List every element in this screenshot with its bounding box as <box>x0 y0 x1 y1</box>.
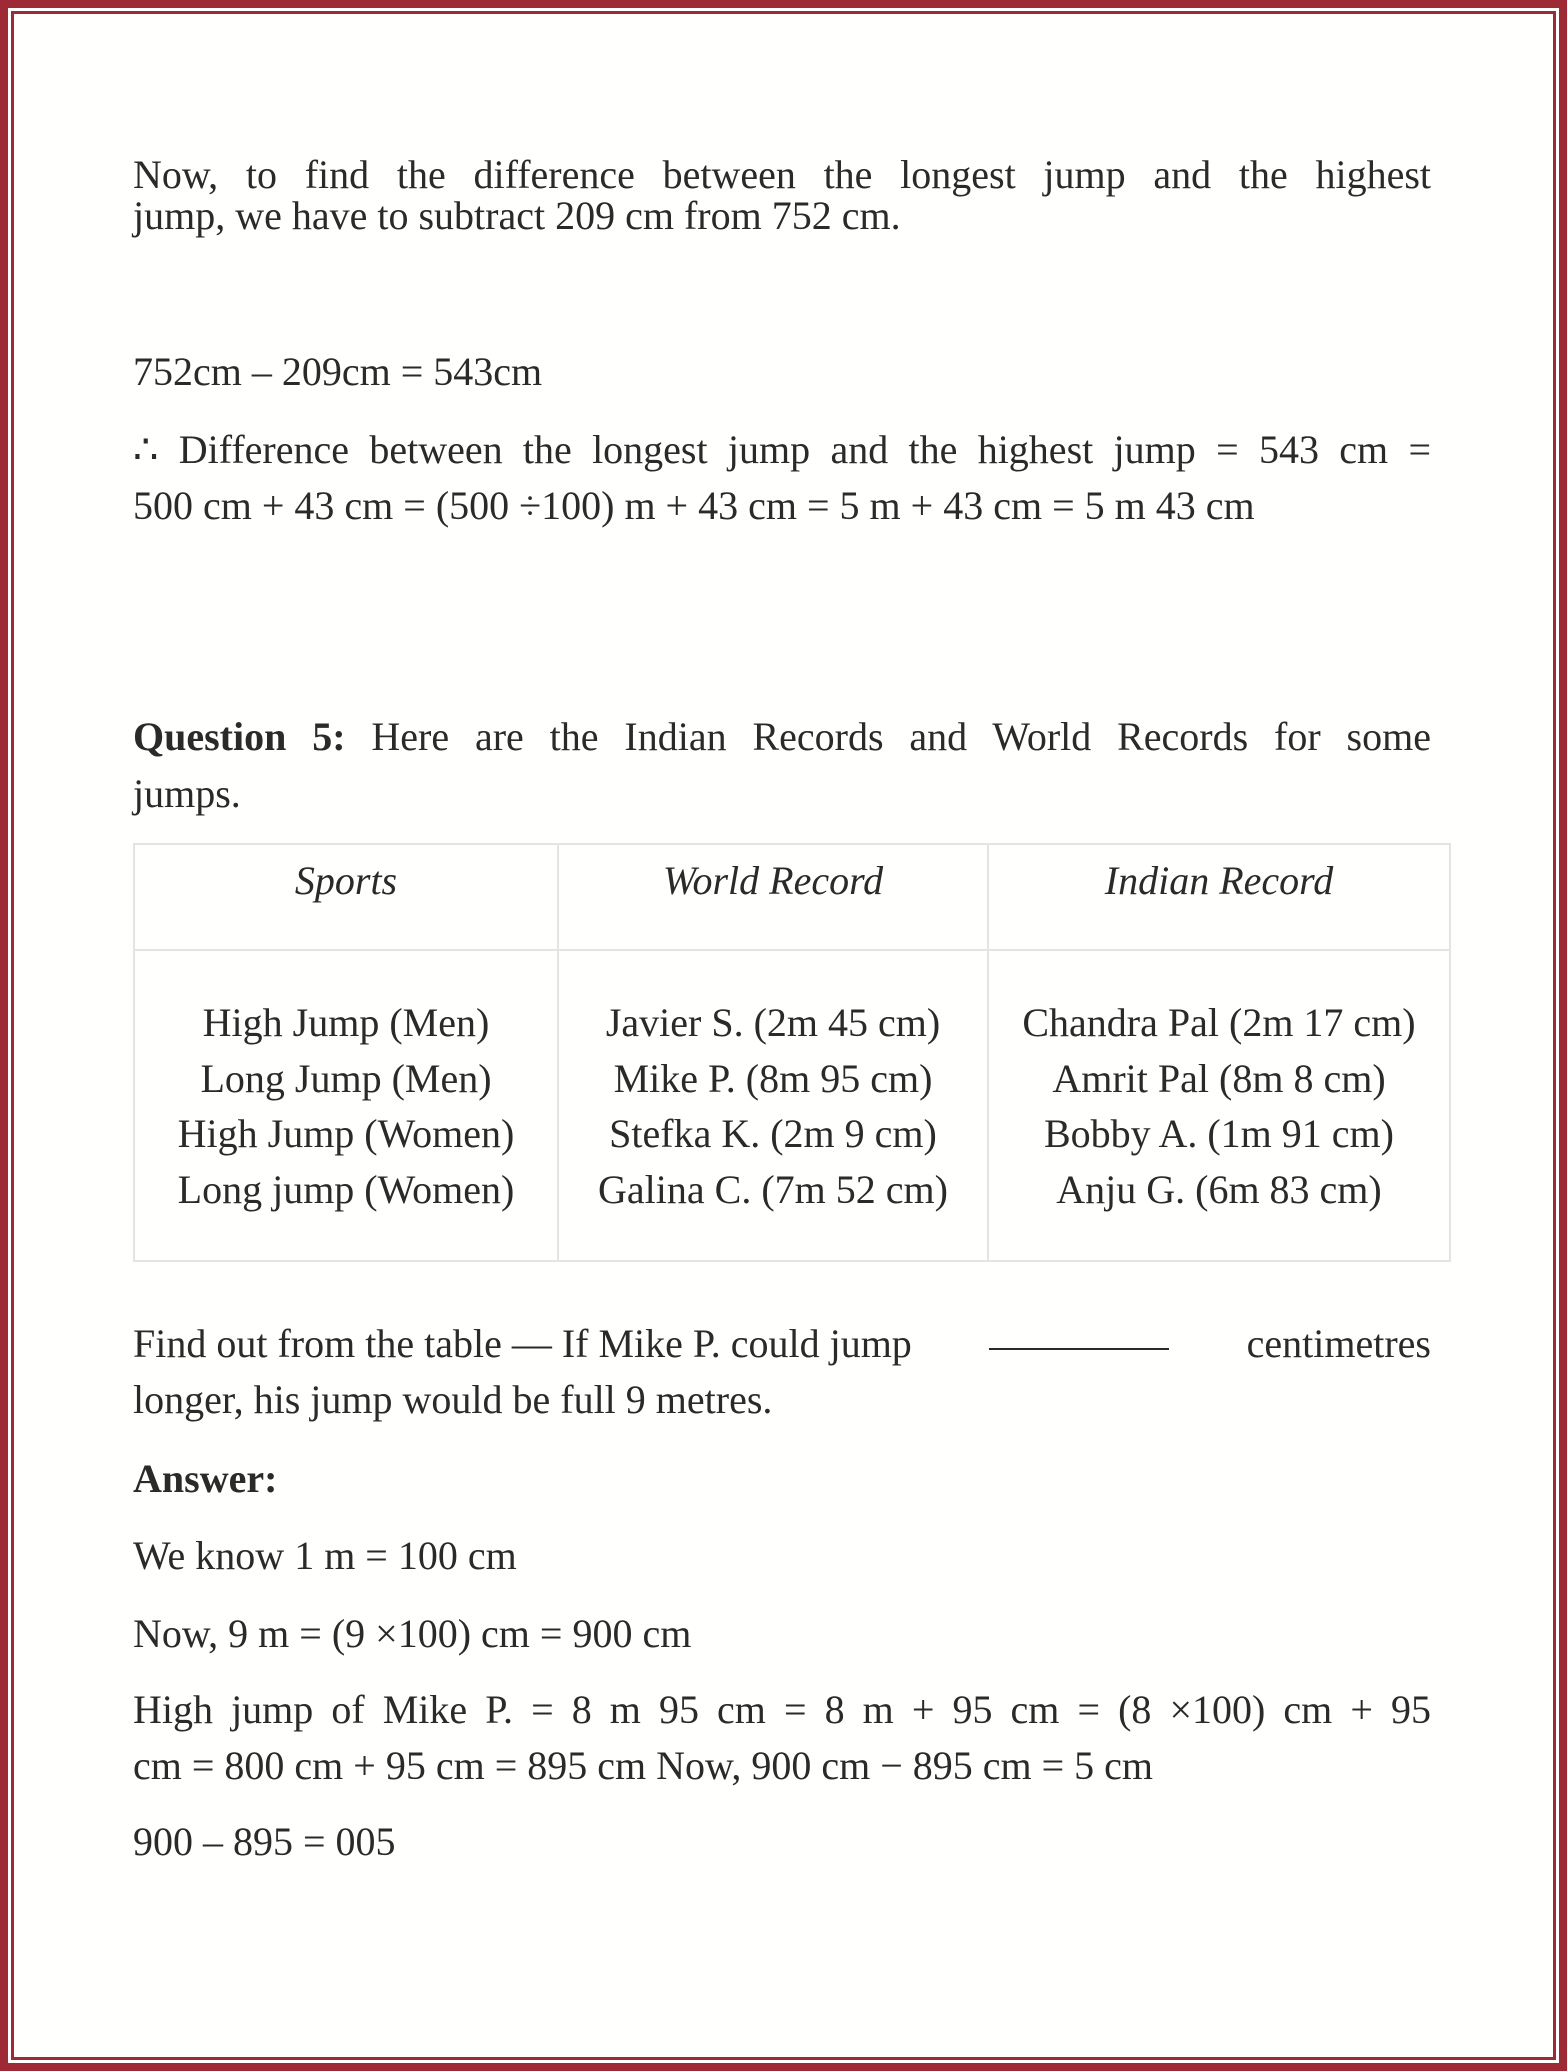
prompt-text-end: centimetres <box>1246 1321 1431 1366</box>
indian-record-column <box>989 845 1449 1260</box>
conclusion-line-2: 500 cm + 43 cm = (500 ÷100) m + 43 cm = 5 m + 43 cm = 5 m 43 cm <box>133 483 1255 528</box>
answer-line: 900 – 895 = 005 <box>133 1819 396 1864</box>
intro-line-1: Now, to find the difference between the longest jump and the highest <box>133 152 1431 197</box>
question-text: Here are the Indian Records and World Records for some <box>345 714 1431 759</box>
equation: 752cm – 209cm = 543cm <box>133 349 543 394</box>
prompt-text: Find out from the table — If Mike P. could jump <box>133 1321 912 1366</box>
question-text-2: jumps. <box>133 771 241 816</box>
answer-label: Answer: <box>133 1456 278 1501</box>
prompt-line-2: longer, his jump would be full 9 metres. <box>133 1377 773 1422</box>
question-5 <box>133 709 1431 764</box>
question-label: Question 5: <box>133 714 346 759</box>
intro-line-2: jump, we have to subtract 209 cm from 752 cm. <box>133 193 901 238</box>
table-cell: Amrit Pal (8m 8 cm) <box>1052 1055 1386 1101</box>
records-table <box>133 843 1451 1262</box>
sports-column <box>135 845 557 1260</box>
table-cell: Stefka K. (2m 9 cm) <box>609 1111 937 1156</box>
table-cell: Javier S. (2m 45 cm) <box>605 1000 941 1045</box>
answer-line: High jump of Mike P. = 8 m 95 cm = 8 m + 95 cm = (8 ×100) cm + 95 <box>133 1687 1431 1732</box>
table-cell: Long Jump (Men) <box>200 1055 492 1101</box>
world-record-column <box>559 845 987 1260</box>
table-cell: Long jump (Women) <box>177 1166 515 1212</box>
table-cell: High Jump (Men) <box>202 1000 490 1045</box>
answer-line: cm = 800 cm + 95 cm = 895 cm Now, 900 cm − 895 cm = 5 cm <box>133 1743 1154 1788</box>
conclusion-line-1: ∴ Difference between the longest jump and the highest jump = 543 cm = <box>133 427 1431 472</box>
answer-line: Now, 9 m = (9 ×100) cm = 900 cm <box>133 1611 692 1656</box>
header-world-record: World Record <box>662 858 884 903</box>
table-cell: Galina C. (7m 52 cm) <box>598 1166 948 1212</box>
table-cell: Mike P. (8m 95 cm) <box>613 1055 933 1101</box>
header-sports: Sports <box>294 858 398 903</box>
answer-blank <box>989 1316 1169 1350</box>
header-indian-record: Indian Record <box>1104 858 1334 903</box>
table-cell: High Jump (Women) <box>177 1111 515 1156</box>
answer-line: We know 1 m = 100 cm <box>133 1533 517 1578</box>
table-cell: Chandra Pal (2m 17 cm) <box>1022 1000 1416 1045</box>
prompt-line-1 <box>133 1316 1431 1371</box>
table-cell: Anju G. (6m 83 cm) <box>1056 1166 1382 1212</box>
table-cell: Bobby A. (1m 91 cm) <box>1044 1111 1394 1156</box>
